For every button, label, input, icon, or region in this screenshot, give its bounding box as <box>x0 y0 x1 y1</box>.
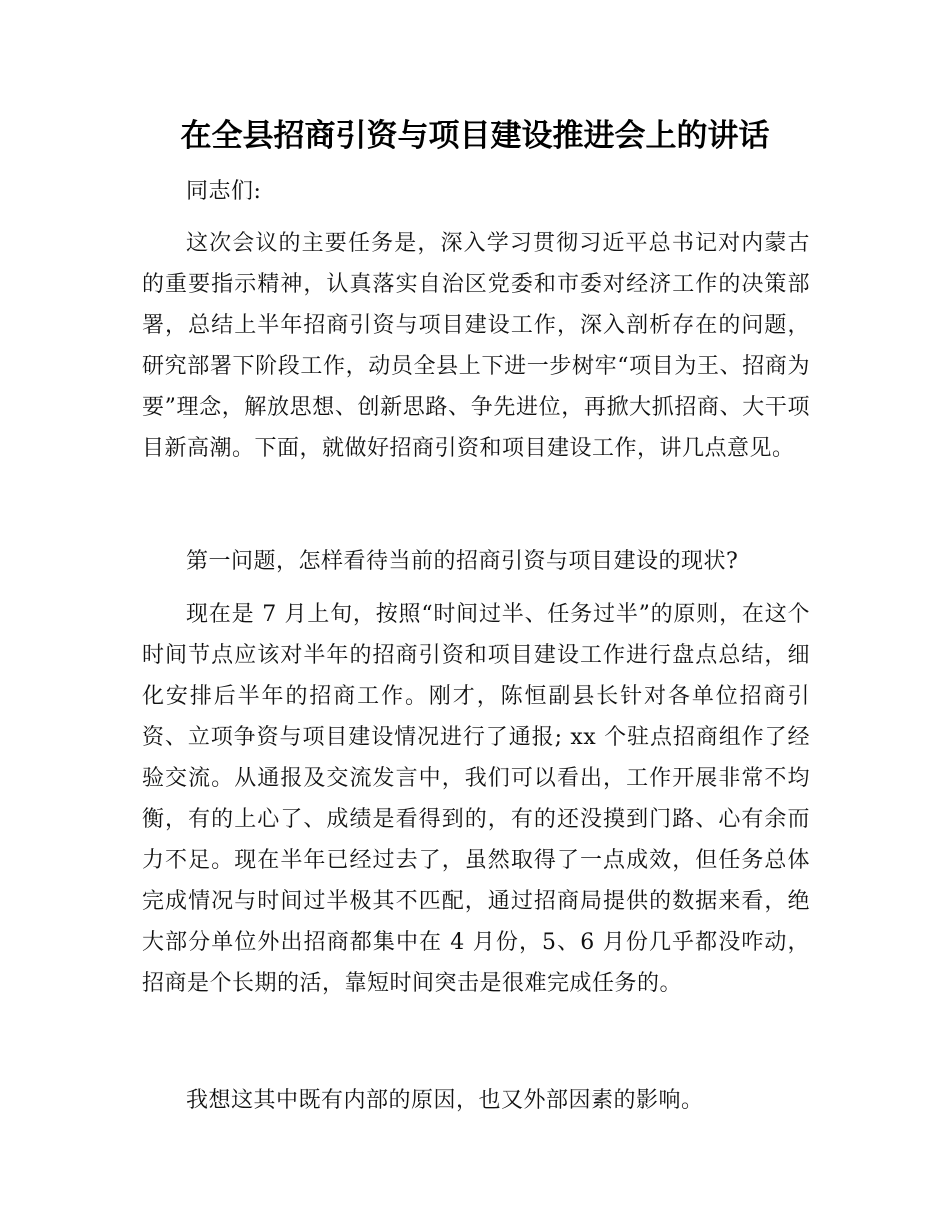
paragraph-status: 现在是 7 月上旬，按照“时间过半、任务过半”的原则，在这个时间节点应该对半年的招商引资和项目建设工作进行盘点总结，细化安排后半年的招商工作。刚才，陈恒副县长针对各单位招商引资、立项争资与项目建设情况进行了通报; xx 个驻点招商组作了经验交流。从通报及交流发言中，我们可以看出，工作开展非常不均衡，有的上心了、成绩是看得到的，有的还没摸到门路、心有余而力不足。现在半年已经过去了，虽然取得了一点成效，但任务总体完成情况与时间过半极其不匹配，通过招商局提供的数据来看，绝大部分单位外出招商都集中在 4 月份，5、6 月份几乎都没咋动，招商是个长期的活，靠短时间突击是很难完成任务的。 <box>142 602 810 996</box>
paragraph-question-heading: 第一问题，怎样看待当前的招商引资与项目建设的现状? <box>186 549 739 574</box>
paragraph-intro: 这次会议的主要任务是，深入学习贯彻习近平总书记对内蒙古的重要指示精神，认真落实自治区党委和市委对经济工作的决策部署，总结上半年招商引资与项目建设工作，深入剖析存在的问题，研究部署下阶段工作，动员全县上下进一步树牢“项目为王、招商为要”理念，解放思想、创新思路、争先进位，再掀大抓招商、大干项目新高潮。下面，就做好招商引资和项目建设工作，讲几点意见。 <box>142 231 810 461</box>
greeting: 同志们: <box>186 179 262 204</box>
document-title: 在全县招商引资与项目建设推进会上的讲话 <box>180 118 770 154</box>
paragraph-reasons: 我想这其中既有内部的原因，也又外部因素的影响。 <box>186 1088 704 1113</box>
